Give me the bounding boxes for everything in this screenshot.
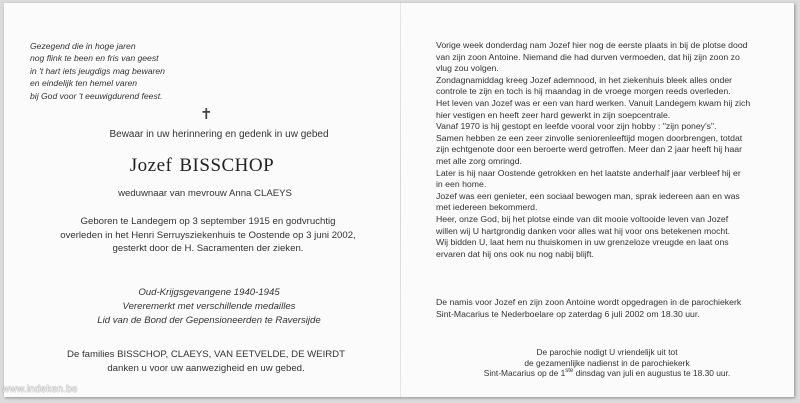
story-line: Het leven van Jozef was er een van hard werken. Vanuit Landegem kwam hij zich [436,97,751,108]
birth-death-text [4,215,400,256]
story-line: Samen hebben ze een zeer zinvolle seniorenleeftijd mogen doorbrengen, totdat [436,132,743,143]
story-line: met alle zorg omringd. [436,155,522,166]
story-line: vlug zou volgen. [436,63,499,74]
birth-death-line: gesterkt door de H. Sacramenten der zieken. [112,243,304,255]
invite-line: De parochie nodigt U vriendelijk uit tot [536,347,678,357]
families-thanks [4,348,400,376]
story-line: controle te zijn en toch is hij maandag in de vroege morgen reeds overleden. [436,86,731,97]
invite-line: de gezamenlijke nadienst in de parochiekerk [524,357,690,368]
story-line: zijn echtgenote door een beroerte werd getroffen. Meer dan 2 jaar heeft hij haar [436,144,743,155]
cross-icon: ✝ [200,105,213,123]
story-line: van zijn zoon Antoine. Niemand die had durven vermoeden, dat hij zijn zoon zo [436,51,740,62]
poem [30,40,230,102]
mass-announcement [436,297,786,320]
honor-line: Oud-Krijgsgevangene 1940-1945 [138,287,280,298]
ordinal-suffix: ste [565,368,574,375]
invite-line [420,368,794,379]
poem-line: bij God voor 't eeuwigdurend feest. [30,90,163,101]
honor-line: Lid van de Bond der Gepensioneerden te Raversijde [97,314,321,326]
first-name: Jozef [129,155,173,176]
invite-part: dinsdag van juli en augustus te 18.30 uur. [573,368,731,379]
mass-line: Sint-Macarius te Nederboelare op zaterdag 6 juli 2002 om 18.30 uur. [436,308,700,319]
story-line: ervaren dat hij ons ook nu nog nabij blijft. [436,248,594,259]
story-line: Heer, onze God, bij het plotse einde van dit mooie voltooide leven van Jozef [436,213,729,224]
story-line: Zondagnamiddag kreeg Jozef ademnood, in het ziekenhuis bleek alles onder [436,74,733,85]
widower-text: weduwnaar van mevrouw Anna CLAEYS [118,188,292,199]
fold-divider [400,3,401,397]
story-line: Jozef was een genieter, een sociaal bewogen man, sprak iedereen aan en was [436,190,740,201]
invite-part: Sint-Macarius op de 1 [483,368,566,379]
left-panel [4,3,400,397]
story-line: Wij bidden U, laat hem nu thuiskomen in uw grenzeloze vreugde en laat ons [436,237,729,248]
poem-line: in 't hart iets jeugdigs mag bewaren [30,65,165,76]
story-line: in een home. [436,179,487,190]
story-line: willen wij U hartgrondig danken voor alles wat hij voor ons betekenen mocht. [436,225,731,236]
story-line: hier vestigen en heeft zeer hard gewerkt in zijn soepcentrale. [436,109,671,120]
remember-text: Bewaar in uw herinnering en gedenk in uw gebed [109,129,329,140]
birth-death-line: Geboren te Landegem op 3 september 1915 en godvruchtig [80,216,336,227]
story-line: Later is hij naar Oostende getrokken en het laatste anderhalf jaar verbleef hij er [436,167,741,178]
memorial-card [4,3,794,397]
birth-death-line: overleden in het Henri Serruysziekenhuis te Oostende op 3 juni 2002, [60,229,356,241]
story-line: met iedereen bekommerd. [436,202,538,213]
poem-line: Gezegend die in hoge jaren [30,41,136,51]
poem-line: nog flink te been en fris van geest [30,53,159,64]
life-story [436,40,786,260]
story-line: Vorige week donderdag nam Jozef hier nog de eerste plaats in bij de plotse dood [436,40,748,50]
story-line: Vanaf 1970 is hij gestopt en leefde vooral voor zijn hobby : "zijn poney's". [436,121,717,132]
honors-text [4,286,400,327]
right-panel [406,3,794,397]
honor-line: Vereremerkt met verschillende medailles [122,300,296,312]
mass-line: De namis voor Jozef en zijn zoon Antoine wordt opgedragen in de parochiekerk [436,297,742,307]
deceased-name [4,155,400,177]
families-line: De families BISSCHOP, CLAEYS, VAN EETVELDE, DE WEIRDT [67,349,345,360]
families-line: danken u voor uw aanwezigheid en uw gebed. [107,363,305,374]
last-name: BISSCHOP [179,155,275,176]
poem-line: en eindelijk ten hemel varen [30,78,138,89]
watermark: www.indeken.be [2,384,78,395]
parish-invitation [406,347,794,379]
